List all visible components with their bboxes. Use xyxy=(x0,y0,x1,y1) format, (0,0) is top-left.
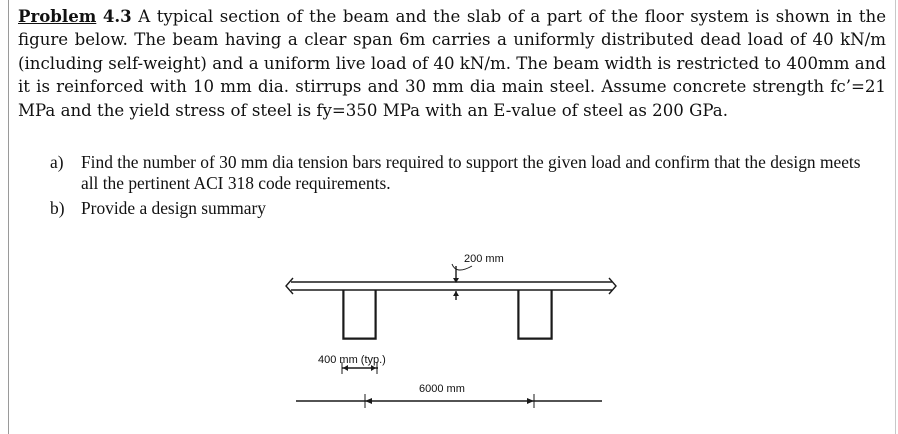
span-label: 6000 mm xyxy=(419,383,465,395)
span-arrowhead-left xyxy=(365,398,372,404)
problem-number: 4.3 xyxy=(102,6,132,26)
web-width-label: 400 mm (typ.) xyxy=(318,354,386,366)
task-text: Provide a design summary xyxy=(81,198,266,218)
left-beam-web-inner xyxy=(344,290,375,338)
slab-left-break xyxy=(286,278,293,294)
span-arrowhead-right xyxy=(527,398,534,404)
problem-label: Problem xyxy=(18,6,97,26)
task-text: Find the number of 30 mm dia tension bars required to support the given load and confirm that the design meets all the pertinent ACI 318 code requirements. xyxy=(81,152,861,193)
problem-text: A typical section of the beam and the slab of a part of the floor system is shown in the figure below. The beam having a clear span 6m carries a uniformly distributed dead load of 40 kN/m (including self-weight) and a uniform live load of 40 kN/m. The beam width is restricted to 400mm and it is reinforced with 10 mm dia. stirrups and 30 mm dia main steel. Assume concrete strength fc’=21 MPa and the yield stress of steel is fy=350 MPa with an E-value of steel as 200 GPa. xyxy=(18,7,887,120)
task-marker: a) xyxy=(50,152,64,172)
left-beam-web xyxy=(343,290,376,339)
task-marker: b) xyxy=(50,198,65,218)
right-beam-web-inner xyxy=(519,290,551,338)
slab-right-break xyxy=(609,278,616,294)
slab-thickness-arrowhead-bottom xyxy=(453,291,459,296)
slab-thickness-label: 200 mm xyxy=(464,253,504,265)
right-beam-web xyxy=(518,290,552,339)
